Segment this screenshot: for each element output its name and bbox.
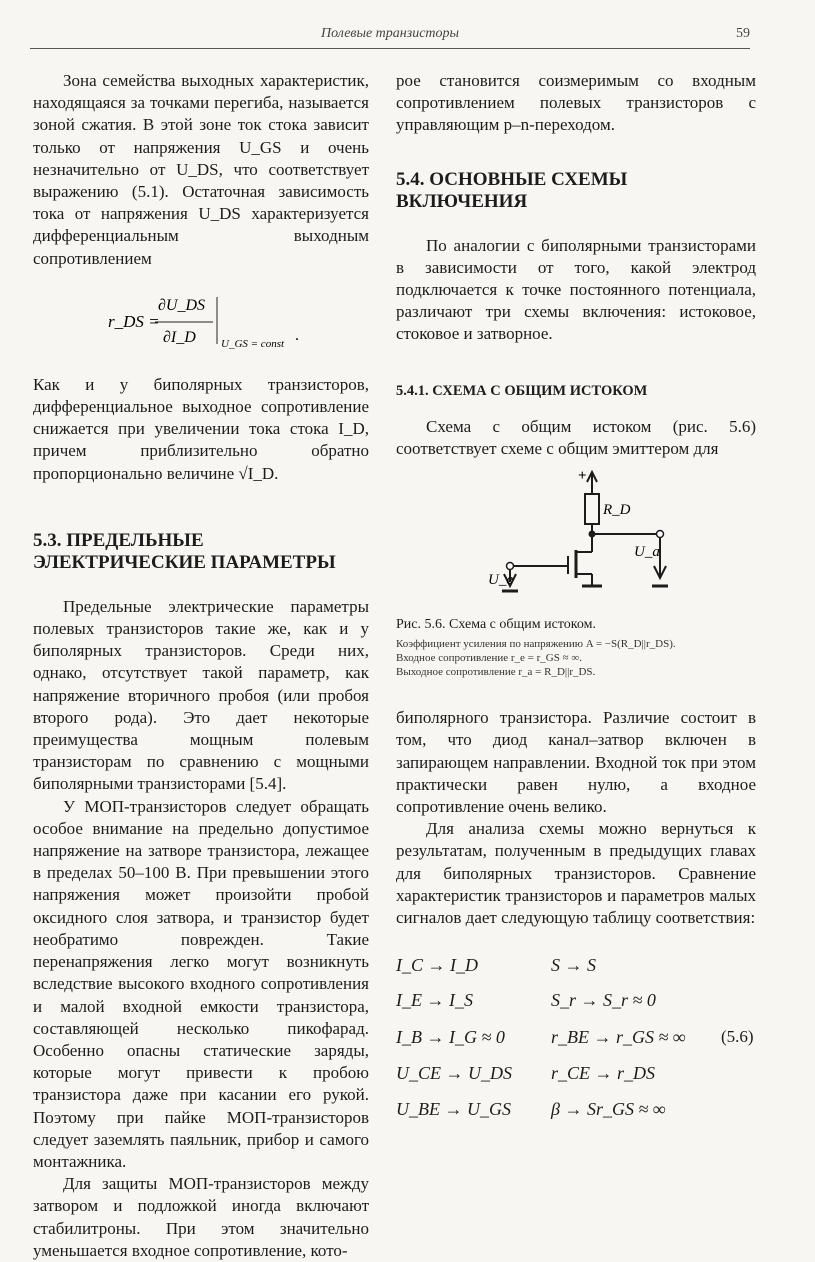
section-heading-5-3: 5.3. ПРЕДЕЛЬНЫЕ ЭЛЕКТРИЧЕСКИЕ ПАРАМЕТРЫ: [33, 529, 336, 573]
formula-end: .: [295, 326, 299, 344]
common-source-circuit: [396, 466, 756, 616]
formula-denominator: ∂I_D: [163, 328, 196, 346]
paragraph: рое становится соизмеримым со входным сопротивлением полевых транзисторов с управляющим p–n-переходом.: [396, 71, 756, 135]
correspondence-right: r_BE → r_GS ≈ ∞: [551, 1027, 686, 1047]
correspondence-right: S_r → S_r ≈ 0: [551, 990, 656, 1010]
formula-numerator: ∂U_DS: [158, 296, 206, 314]
correspondence-right: r_CE → r_DS: [551, 1063, 656, 1083]
subsection-heading-5-4-1: 5.4.1. СХЕМА С ОБЩИМ ИСТОКОМ: [396, 382, 648, 399]
page-header: [30, 22, 750, 49]
paragraph: Предельные электрические параметры полевых транзисторов такие же, как и у биполярных транзисторов. Среди них, однако, отсутствует такой параметр, как напряжение вторичного пробоя (или пробоя второго рода). Это дает некоторые преимущества мощным полевым транзисторам по сравнению с мощными биполярными транзисторами [5.4].: [33, 596, 369, 794]
right-column: [396, 70, 756, 929]
correspondence-left: U_BE → U_GS: [396, 1099, 511, 1119]
correspondence-left: I_E → I_S: [396, 990, 473, 1010]
equation-number: (5.6): [721, 1027, 754, 1046]
figure-note: Входное сопротивление r_e = r_GS ≈ ∞.: [396, 652, 582, 665]
running-title: Полевые транзисторы: [320, 26, 460, 41]
figure-5-6: [396, 466, 756, 701]
figure-note: Коэффициент усиления по напряжению A = −S(R_D||r_DS).: [396, 638, 676, 651]
paragraph: Как и у биполярных транзисторов, дифференциальное выходное сопротивление снижается при увеличении тока стока I_D, причем приблизительно обратно пропорционально величине √I_D.: [33, 374, 369, 483]
formula-rds: [33, 292, 369, 352]
supply-label: +: [578, 468, 587, 485]
correspondence-left: I_B → I_G ≈ 0: [396, 1027, 505, 1047]
paragraph: биполярного транзистора. Различие состоит в том, что диод канал–затвор включен в запирающем направлении. Входной ток при этом практически равен нулю, а входное сопротивление очень велико.: [396, 708, 756, 817]
formula-lhs: r_DS =: [108, 311, 160, 331]
correspondence-left: I_C → I_D: [396, 955, 478, 975]
paragraph: Зона семейства выходных характеристик, находящаяся за точками перегиба, называется зоной сжатия. В этой зоне ток стока зависит только от напряжения U_GS и очень незначительно от U_DS, что соответствует выражению (5.1). Остаточная зависимость тока от напряжения U_DS характеризуется дифференциальным выходным сопротивлением: [33, 71, 369, 268]
ue-label: U_e: [488, 572, 513, 589]
rd-label: R_D: [603, 502, 631, 519]
page-number: 59: [736, 26, 750, 41]
ua-label: U_a: [634, 544, 660, 561]
section-heading-5-4: 5.4. ОСНОВНЫЕ СХЕМЫ ВКЛЮЧЕНИЯ: [396, 168, 628, 212]
correspondence-right: β → Sr_GS ≈ ∞: [551, 1099, 666, 1119]
formula-condition: U_GS = const: [221, 337, 285, 350]
paragraph: Для защиты МОП-транзисторов между затвором и подложкой иногда включают стабилитроны. При этом значительно уменьшается входное сопротивление, кото-: [33, 1174, 369, 1260]
paragraph: Схема с общим истоком (рис. 5.6) соответствует схеме с общим эмиттером для: [396, 416, 756, 459]
correspondence-left: U_CE → U_DS: [396, 1063, 512, 1083]
paragraph: У МОП-транзисторов следует обращать особое внимание на предельно допустимое напряжение на затворе транзистора, лежащее в пределах 50–100 В. При превышении этого напряжения может произойти пробой оксидного слоя затвора, и транзистор будет необратимо поврежден. Такие перенапряжения легко могут возникнуть вследствие высокого входного сопротивления и малой входной емкости транзистора, составляющей несколько пикофарад. Особенно опасны статические заряды, которые могут привести к пробою транзистора даже при касании его рукой. Поэтому при пайке МОП-транзисторов следует заземлять паяльник, прибор и самого монтажника.: [33, 796, 369, 1171]
left-column: [33, 70, 369, 1262]
paragraph: По аналогии с биполярными транзисторами в зависимости от того, какой электрод подключается к точке постоянного потенциала, различают три схемы включения: истоковое, стоковое и затворное.: [396, 235, 756, 344]
paragraph: Для анализа схемы можно вернуться к результатам, полученным в предыдущих главах для биполярных транзисторов. Сравнение характеристик транзисторов и параметров малых сигналов дает следующую таблицу соответствия:: [396, 819, 756, 928]
correspondence-right: S → S: [551, 955, 596, 975]
figure-caption: Рис. 5.6. Схема с общим истоком.: [396, 617, 596, 633]
figure-note: Выходное сопротивление r_a = R_D||r_DS.: [396, 666, 596, 679]
correspondence-table: [396, 955, 761, 1125]
